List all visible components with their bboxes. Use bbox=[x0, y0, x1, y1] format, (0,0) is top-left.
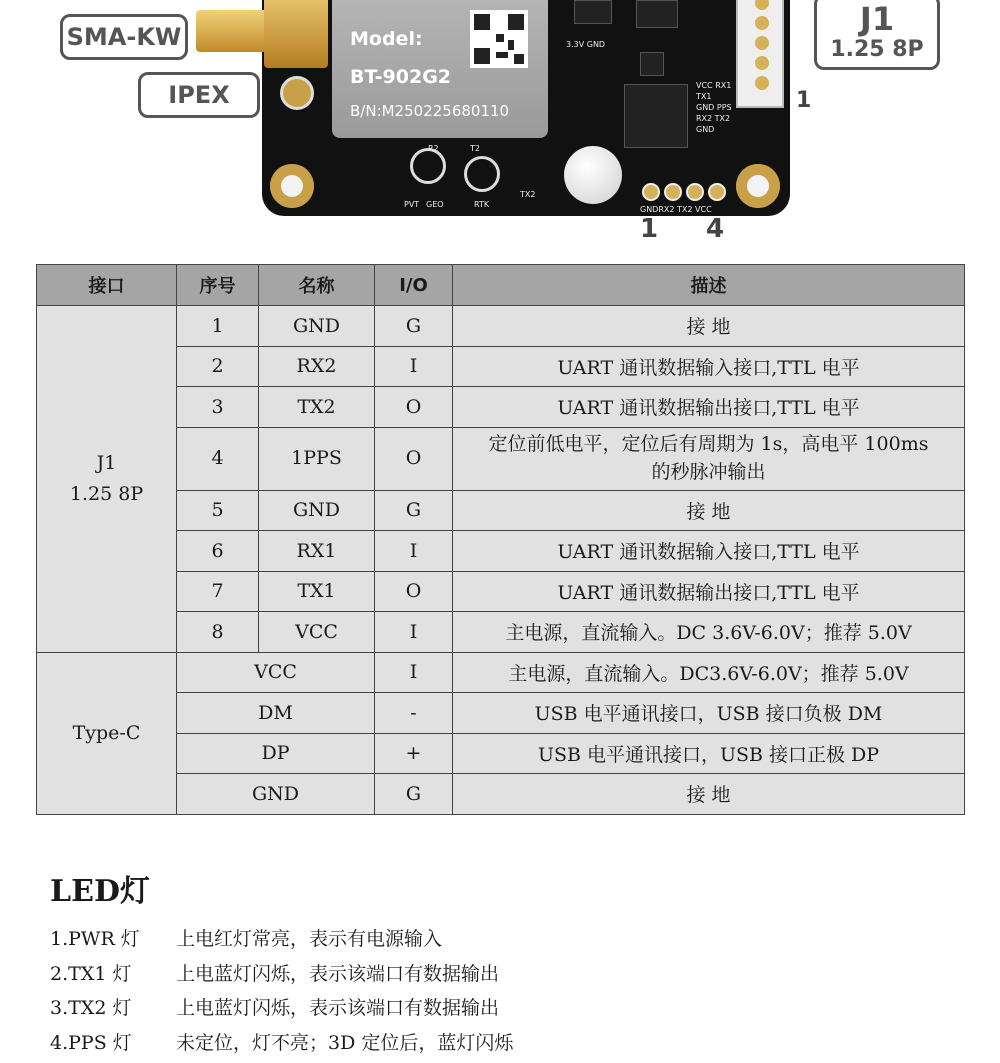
led-description: 上电蓝灯闪烁，表示该端口有数据输出 bbox=[176, 962, 500, 985]
pin-name: 1PPS bbox=[259, 427, 375, 490]
table-header-row bbox=[37, 265, 965, 306]
pin-name: GND bbox=[177, 774, 375, 815]
gnss-module bbox=[332, 0, 548, 138]
table-row bbox=[37, 490, 965, 531]
table-row bbox=[37, 427, 965, 490]
led-description: 未定位，灯不亮；3D 定位后，蓝灯闪烁 bbox=[176, 1031, 514, 1054]
pin-name: GND bbox=[259, 306, 375, 347]
pin-number: 1 bbox=[177, 306, 259, 347]
pin-description-line2: 的秒脉冲输出 bbox=[651, 460, 766, 483]
led-section-title: LED灯 bbox=[50, 874, 150, 909]
mounting-hole-left bbox=[270, 164, 314, 208]
pin-name: VCC bbox=[259, 612, 375, 653]
pin-number: 2 bbox=[177, 346, 259, 387]
pin-number: 5 bbox=[177, 490, 259, 531]
silk-geo: GEO bbox=[426, 200, 444, 209]
interface-j1 bbox=[37, 306, 177, 653]
silk-pvt: PVT bbox=[404, 200, 420, 209]
chip-icon bbox=[636, 0, 678, 28]
list-item bbox=[50, 1028, 513, 1063]
header-pin4-marker: 4 bbox=[706, 214, 725, 244]
sma-kw-label: SMA-KW bbox=[60, 14, 188, 60]
silk-rtk: RTK bbox=[474, 200, 490, 209]
led-name: 3.TX2 灯 bbox=[50, 997, 132, 1019]
table-row bbox=[37, 652, 965, 693]
pin-io: O bbox=[375, 427, 453, 490]
led-description: 上电红灯常亮，表示有电源输入 bbox=[176, 928, 443, 950]
interface-j1-name: J1 bbox=[96, 452, 117, 475]
pin-description: 主电源，直流输入。DC 3.6V-6.0V；推荐 5.0V bbox=[453, 612, 965, 653]
pin-io: + bbox=[375, 733, 453, 774]
col-header-number: 序号 bbox=[177, 265, 259, 306]
interface-j1-spec: 1.25 8P bbox=[69, 482, 144, 505]
pin-io: G bbox=[375, 490, 453, 531]
pin-description: USB 电平通讯接口，USB 接口正极 DP bbox=[453, 733, 965, 774]
pin-io: I bbox=[375, 652, 453, 693]
table-row bbox=[37, 733, 965, 774]
led-name: 4.PPS 灯 bbox=[50, 1031, 132, 1054]
pin-definition-table bbox=[36, 264, 965, 815]
backup-battery-icon bbox=[564, 146, 622, 204]
pin-number: 4 bbox=[177, 427, 259, 490]
pin-number: 3 bbox=[177, 387, 259, 428]
j1-callout-title: J1 bbox=[859, 0, 895, 38]
pin-io: - bbox=[375, 693, 453, 734]
pin-name: RX1 bbox=[259, 531, 375, 572]
col-header-name: 名称 bbox=[259, 265, 375, 306]
table-row bbox=[37, 571, 965, 612]
silk-r2: R2 bbox=[428, 144, 439, 153]
list-item bbox=[50, 959, 513, 994]
list-item bbox=[50, 993, 513, 1028]
pin-description: 接 地 bbox=[453, 774, 965, 815]
pin-io: G bbox=[375, 774, 453, 815]
pin-name: DM bbox=[177, 693, 375, 734]
qr-code-icon bbox=[470, 10, 528, 68]
pin-description-line1: 定位前低电平，定位后有周期为 1s，高电平 100ms bbox=[488, 432, 929, 455]
silk-j1-pins: VCC RX1 TX1 GND PPS RX2 TX2 GND bbox=[696, 81, 732, 134]
j1-pin1-marker: 1 bbox=[796, 88, 812, 113]
pin-name: TX1 bbox=[259, 571, 375, 612]
pin-description: 主电源，直流输入。DC3.6V-6.0V；推荐 5.0V bbox=[453, 652, 965, 693]
chip-icon bbox=[574, 0, 612, 24]
pin-description: UART 通讯数据输入接口,TTL 电平 bbox=[453, 531, 965, 572]
pin-description: UART 通讯数据输出接口,TTL 电平 bbox=[453, 387, 965, 428]
chip-icon bbox=[640, 52, 664, 76]
j1-callout-spec: 1.25 8P bbox=[830, 37, 924, 62]
led-list bbox=[50, 924, 513, 1062]
pin-description: 接 地 bbox=[453, 306, 965, 347]
chip-icon bbox=[624, 84, 688, 148]
ipex-connector-icon bbox=[280, 76, 314, 110]
pin-io: I bbox=[375, 531, 453, 572]
pin-io: I bbox=[375, 346, 453, 387]
led-pvt-icon bbox=[410, 148, 446, 184]
sma-connector-base-icon bbox=[264, 0, 328, 68]
col-header-io: I/O bbox=[375, 265, 453, 306]
table-row bbox=[37, 693, 965, 734]
pin-name: GND bbox=[259, 490, 375, 531]
pin-name: RX2 bbox=[259, 346, 375, 387]
module-model: BT-902G2 bbox=[350, 66, 452, 88]
pin-description: UART 通讯数据输入接口,TTL 电平 bbox=[453, 346, 965, 387]
list-item bbox=[50, 924, 513, 959]
pin-io: O bbox=[375, 387, 453, 428]
pin-description: 接 地 bbox=[453, 490, 965, 531]
pin-name: TX2 bbox=[259, 387, 375, 428]
col-header-interface: 接口 bbox=[37, 265, 177, 306]
interface-typec: Type-C bbox=[37, 652, 177, 814]
j1-callout bbox=[814, 0, 940, 70]
table-row bbox=[37, 346, 965, 387]
pin-io: O bbox=[375, 571, 453, 612]
pin-name: VCC bbox=[177, 652, 375, 693]
table-row bbox=[37, 306, 965, 347]
header-pin1-marker: 1 bbox=[640, 214, 659, 244]
silk-t2: T2 bbox=[470, 144, 480, 153]
led-rtk-icon bbox=[464, 156, 500, 192]
pin-description bbox=[453, 427, 965, 490]
pin-description: USB 电平通讯接口，USB 接口负极 DM bbox=[453, 693, 965, 734]
pin-io: I bbox=[375, 612, 453, 653]
table-row bbox=[37, 612, 965, 653]
led-name: 2.TX1 灯 bbox=[50, 962, 132, 985]
pin-number: 8 bbox=[177, 612, 259, 653]
table-row bbox=[37, 531, 965, 572]
col-header-description: 描述 bbox=[453, 265, 965, 306]
silk-tx2: TX2 bbox=[520, 190, 536, 199]
silk-header-pins: GNDRX2 TX2 VCC bbox=[640, 205, 712, 214]
pin-name: DP bbox=[177, 733, 375, 774]
led-name: 1.PWR 灯 bbox=[50, 928, 140, 950]
mounting-hole-right bbox=[736, 164, 780, 208]
table-row bbox=[37, 387, 965, 428]
ipex-label: IPEX bbox=[138, 72, 260, 118]
module-bn: B/N:M250225680110 bbox=[350, 102, 510, 120]
pin-number: 6 bbox=[177, 531, 259, 572]
table-row bbox=[37, 774, 965, 815]
board-illustration bbox=[0, 0, 1000, 255]
led-description: 上电蓝灯闪烁，表示该端口有数据输出 bbox=[176, 997, 500, 1019]
pin-io: G bbox=[375, 306, 453, 347]
module-model-label: Model: bbox=[350, 28, 423, 50]
silk-3v3: 3.3V GND bbox=[566, 40, 606, 49]
pin-number: 7 bbox=[177, 571, 259, 612]
j1-connector-icon bbox=[736, 0, 784, 108]
pin-description: UART 通讯数据输出接口,TTL 电平 bbox=[453, 571, 965, 612]
